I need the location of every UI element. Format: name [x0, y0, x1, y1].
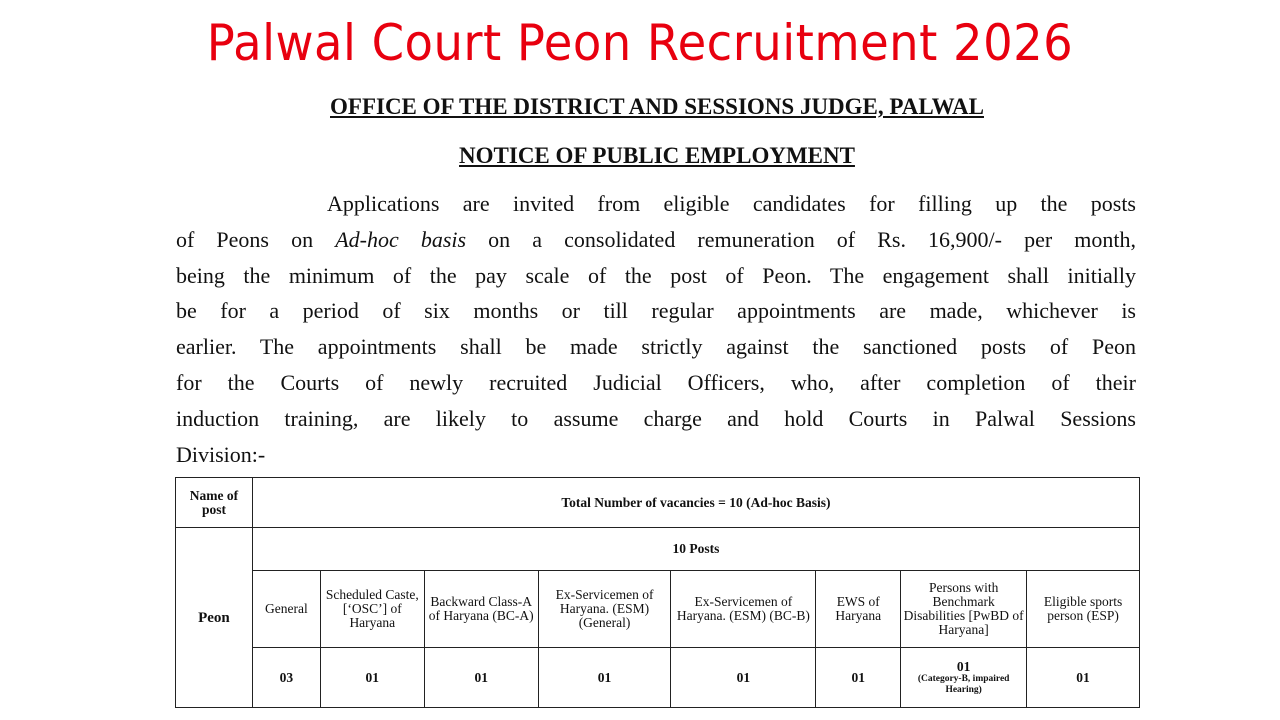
vacancy-count: 03 — [252, 648, 320, 708]
paragraph-line: be for a period of six months or till regular appointments are made, whichever is — [176, 298, 1136, 324]
paragraph-line: earlier. The appointments shall be made strictly against the sanctioned posts of Peon — [176, 334, 1136, 360]
notice-heading: NOTICE OF PUBLIC EMPLOYMENT — [459, 143, 855, 168]
notice-paragraph — [176, 188, 1136, 474]
page-title: Palwal Court Peon Recruitment 2026 — [206, 14, 1074, 72]
vacancy-count: 01 — [538, 648, 671, 708]
vacancy-count: 01 — [1027, 648, 1140, 708]
category-header: Backward Class-A of Haryana (BC-A) — [424, 571, 538, 648]
vacancy-count: 01 — [424, 648, 538, 708]
post-name: Peon — [176, 528, 253, 708]
category-header: Eligible sports person (ESP) — [1027, 571, 1140, 648]
paragraph-line: induction training, are likely to assume charge and hold Courts in Palwal Sessions — [176, 405, 1136, 431]
paragraph-line: Division:- — [176, 441, 266, 467]
office-heading: OFFICE OF THE DISTRICT AND SESSIONS JUDGE, PALWAL — [330, 94, 984, 119]
vacancy-table — [175, 477, 1140, 708]
category-header: Persons with Benchmark Disabilities [PwBD of Haryana] — [901, 571, 1027, 648]
pwbd-note: (Category-B, impaired Hearing) — [917, 673, 1010, 695]
text: on a consolidated remuneration of Rs. 16,900/- per month, — [466, 226, 1137, 252]
vacancy-count: 01 — [671, 648, 816, 708]
category-header: Ex-Servicemen of Haryana. (ESM) (General) — [538, 571, 671, 648]
category-header: General — [252, 571, 320, 648]
text: of Peons on — [176, 226, 336, 252]
paragraph-line: being the minimum of the pay scale of the post of Peon. The engagement shall initially — [176, 262, 1136, 288]
pwbd-cell — [901, 648, 1027, 708]
total-vacancies-header: Total Number of vacancies = 10 (Ad-hoc Basis) — [252, 478, 1139, 528]
vacancy-count: 01 — [320, 648, 424, 708]
paragraph-line: Applications are invited from eligible candidates for filling up the posts — [327, 191, 1136, 216]
paragraph-line — [176, 224, 1136, 260]
paragraph-line: for the Courts of newly recruited Judicial Officers, who, after completion of their — [176, 369, 1136, 395]
category-header: Ex-Servicemen of Haryana. (ESM) (BC-B) — [671, 571, 816, 648]
category-header: EWS of Haryana — [816, 571, 901, 648]
category-header: Scheduled Caste, [‘OSC’] of Haryana — [320, 571, 424, 648]
name-of-post-header: Name of post — [176, 478, 253, 528]
posts-count: 10 Posts — [252, 528, 1139, 571]
adhoc-emphasis: Ad-hoc basis — [335, 226, 467, 252]
vacancy-count: 01 — [816, 648, 901, 708]
vacancy-count: 01 — [956, 658, 971, 674]
